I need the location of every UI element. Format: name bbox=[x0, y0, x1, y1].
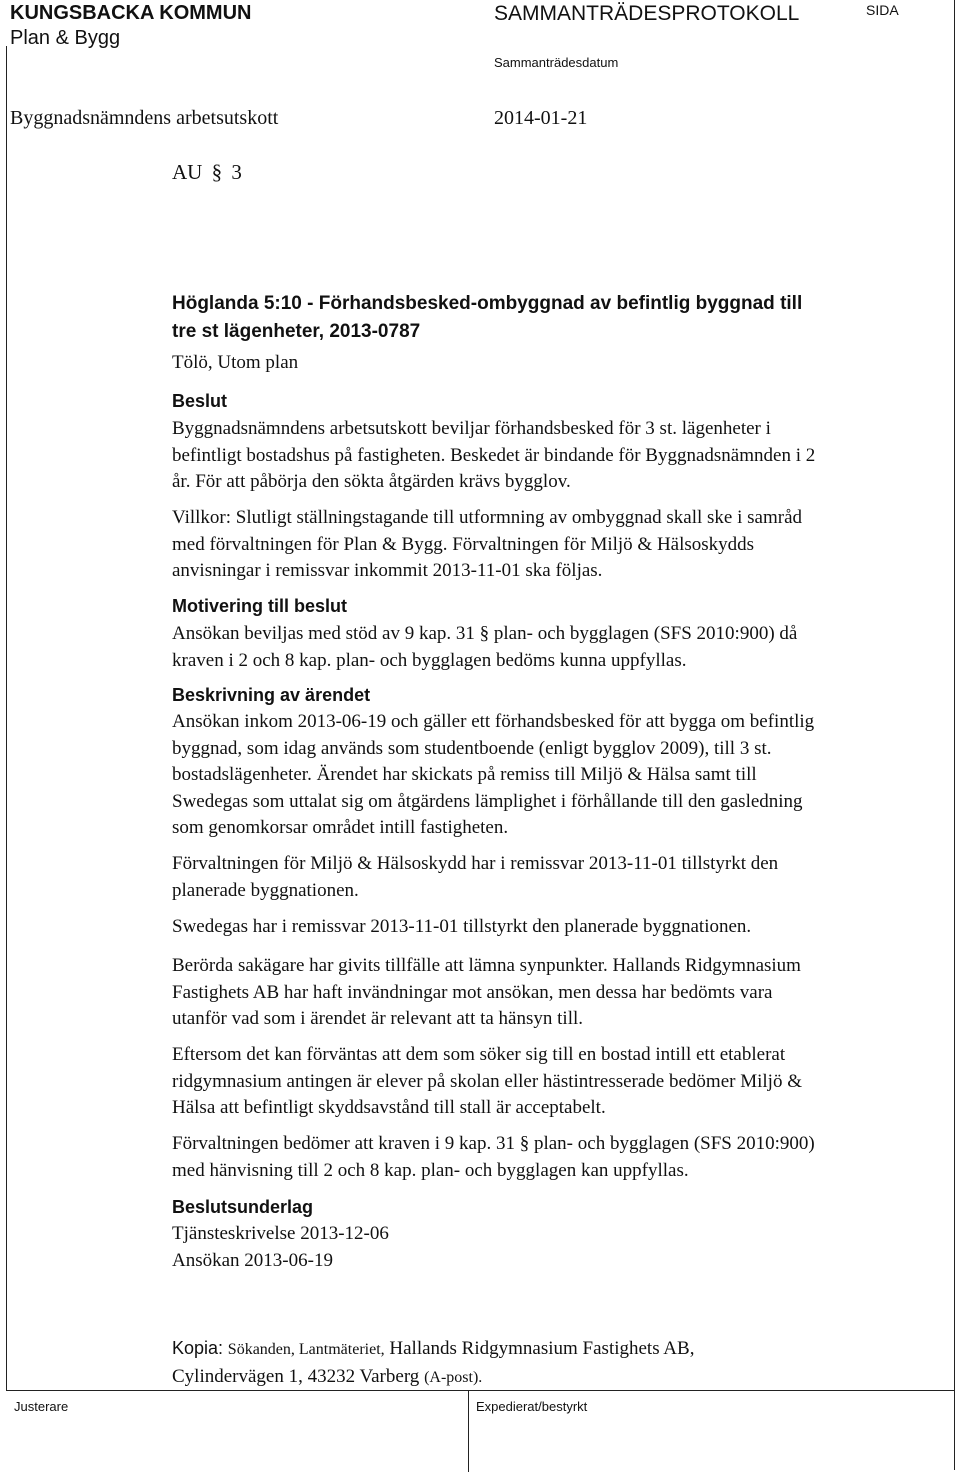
case-title-line-2: tre st lägenheter, 2013-0787 bbox=[172, 321, 421, 342]
villkor-line: anvisningar i remissvar inkommit 2013-11-01 ska följas. bbox=[172, 560, 603, 581]
beslutsunderlag-item: Ansökan 2013-06-19 bbox=[172, 1249, 333, 1271]
beskrivning-paragraph-3 bbox=[172, 914, 751, 941]
meeting-date-label: Sammanträdesdatum bbox=[494, 55, 619, 70]
beskrivning-paragraph-6 bbox=[172, 1131, 815, 1184]
motivering-line: kraven i 2 och 8 kap. plan- och bygglagen bedöms kunna uppfyllas. bbox=[172, 649, 687, 671]
text-line: Swedegas som uttalat sig om åtgärdens lämplighet i förhållande till den gasledning bbox=[172, 790, 803, 812]
case-title-line-1: Höglanda 5:10 - Förhandsbesked-ombyggnad av befintlig byggnad till bbox=[172, 293, 803, 314]
paragraph-sign: § bbox=[479, 623, 490, 644]
beslut-text bbox=[172, 416, 815, 496]
text-line: Förvaltningen för Miljö & Hälsoskydd har i remissvar 2013-11-01 tillstyrkt den bbox=[172, 853, 779, 874]
document-type: SAMMANTRÄDESPROTOKOLL bbox=[494, 2, 800, 25]
beslutsunderlag-heading: Beslutsunderlag bbox=[172, 1197, 314, 1217]
villkor-text bbox=[172, 505, 802, 585]
text-line: bostadslägenheter. Ärendet har skickats på remiss till Miljö & Hälsa samt till bbox=[172, 764, 757, 785]
kopia-line-2 bbox=[172, 1363, 694, 1391]
paragraph-sign: § bbox=[211, 160, 223, 184]
beslut-heading: Beslut bbox=[172, 391, 228, 411]
committee-name: Byggnadsnämndens arbetsutskott bbox=[10, 107, 279, 129]
text-line: byggnad, som idag används som studentboende (enligt bygglov 2009), till 3 st. bbox=[172, 737, 772, 759]
beskrivning-heading: Beskrivning av ärendet bbox=[172, 685, 371, 705]
text-line: som genomkorsar området intill fastigheten. bbox=[172, 817, 509, 838]
text-line: Förvaltningen bedömer att kraven i 9 kap. 31 § plan- och bygglagen (SFS 2010:900) bbox=[172, 1133, 815, 1154]
beskrivning-paragraph-2 bbox=[172, 851, 778, 904]
footer-expedierat: Expedierat/bestyrkt bbox=[476, 1399, 588, 1414]
case-location: Tölö, Utom plan bbox=[172, 352, 299, 373]
text-line: med hänvisning till 2 och 8 kap. plan- och bygglagen kan uppfyllas. bbox=[172, 1159, 689, 1181]
villkor-line: med förvaltningen för Plan & Bygg. Förvaltningen för Miljö & Hälsoskydds bbox=[172, 533, 755, 555]
motivering-text bbox=[172, 621, 797, 674]
footer-column-divider bbox=[468, 1390, 469, 1472]
kopia-block bbox=[172, 1335, 694, 1391]
text-line: utanför vad som i ärendet är relevant att ta hänsyn till. bbox=[172, 1008, 583, 1029]
beslut-line: år. För att påbörja den sökta åtgärden krävs bygglov. bbox=[172, 471, 571, 492]
footer-justerare: Justerare bbox=[14, 1399, 69, 1414]
right-margin-line bbox=[954, 0, 955, 1470]
text-line: Swedegas har i remissvar 2013-11-01 tillstyrkt den planerade byggnationen. bbox=[172, 916, 752, 937]
kopia-address: Cylindervägen 1, 43232 Varberg bbox=[172, 1366, 420, 1387]
left-margin-line bbox=[6, 46, 7, 1391]
text-line: Fastighets AB har haft invändningar mot ansökan, men dessa har bedömts vara bbox=[172, 981, 773, 1003]
paragraph-sign: § bbox=[519, 1133, 530, 1154]
beskrivning-paragraph-1 bbox=[172, 709, 814, 842]
department-name: Plan & Bygg bbox=[10, 27, 121, 49]
beslut-line: befintligt bostadshus på fastigheten. Beskedet är bindande för Byggnadsnämnden i 2 bbox=[172, 444, 816, 466]
kopia-line-1 bbox=[172, 1335, 694, 1363]
motivering-heading: Motivering till beslut bbox=[172, 596, 348, 616]
kopia-delivery: (A-post). bbox=[424, 1369, 483, 1386]
section-value: 3 bbox=[231, 160, 242, 184]
page-label: SIDA bbox=[866, 2, 899, 18]
kopia-recipients: Hallands Ridgymnasium Fastighets AB, bbox=[389, 1338, 695, 1359]
beslutsunderlag-list bbox=[172, 1221, 389, 1274]
beskrivning-paragraph-5 bbox=[172, 1042, 802, 1122]
text-line: Eftersom det kan förväntas att dem som söker sig till en bostad intill ett etablerat bbox=[172, 1044, 786, 1065]
org-name: KUNGSBACKA KOMMUN bbox=[10, 2, 252, 24]
text-line: Berörda sakägare har givits tillfälle att lämna synpunkter. Hallands Ridgymnasium bbox=[172, 955, 801, 976]
meeting-date: 2014-01-21 bbox=[494, 107, 588, 129]
kopia-recipients-small: Sökanden, Lantmäteriet, bbox=[227, 1341, 385, 1358]
motivering-line: Ansökan beviljas med stöd av 9 kap. 31 § plan- och bygglagen (SFS 2010:900) då bbox=[172, 623, 798, 644]
kopia-label: Kopia: bbox=[172, 1338, 224, 1358]
text-line: planerade byggnationen. bbox=[172, 879, 359, 901]
section-number bbox=[172, 160, 242, 185]
beskrivning-paragraph-4 bbox=[172, 953, 801, 1033]
section-label: AU bbox=[172, 160, 203, 184]
text-line: Hälsa att befintligt skyddsavstånd till stall är acceptabelt. bbox=[172, 1097, 606, 1118]
text-line: Ansökan inkom 2013-06-19 och gäller ett förhandsbesked för att bygga om befintlig bbox=[172, 711, 815, 732]
beslut-line: Byggnadsnämndens arbetsutskott beviljar förhandsbesked för 3 st. lägenheter i bbox=[172, 418, 771, 439]
villkor-line: Villkor: Slutligt ställningstagande till utformning av ombyggnad skall ske i samråd bbox=[172, 507, 803, 528]
beslutsunderlag-item: Tjänsteskrivelse 2013-12-06 bbox=[172, 1223, 389, 1244]
text-line: ridgymnasium antingen är elever på skolan eller hästintresserade bedömer Miljö & bbox=[172, 1070, 802, 1092]
